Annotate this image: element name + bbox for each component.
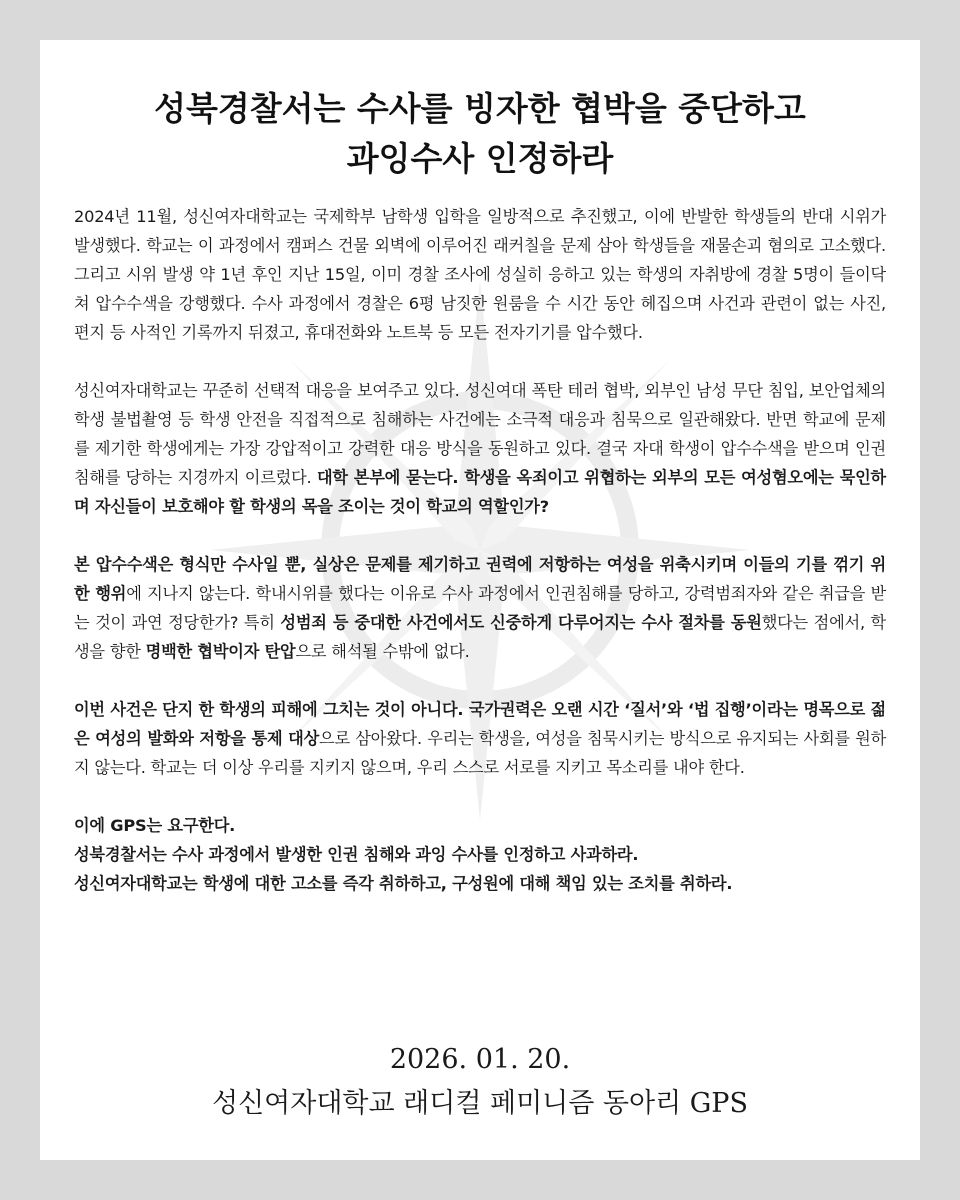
paragraph-1 [74,202,886,347]
demand-item-1: 성북경찰서는 수사 과정에서 발생한 인권 침해와 과잉 수사를 인정하고 사과하라. [74,845,639,864]
paragraph-3-bold-3: 명백한 협박이자 탄압 [145,642,296,661]
paragraph-2-bold: 대학 본부에 묻는다. 학생을 옥죄이고 위협하는 외부의 모든 여성혐오에는 묵인하며 자신들이 보호해야 할 학생의 목을 조이는 것이 학교의 역할인가? [74,468,886,516]
paragraph-4 [74,695,886,782]
paragraph-2 [74,376,886,521]
paragraph-3-normal-2: 했다는 점에서, 학생을 향한 [74,613,886,661]
statement-sheet [40,40,920,1160]
statement-date: 2026. 01. 20. [389,1044,571,1075]
paragraph-1-text: 2024년 11월, 성신여자대학교는 국제학부 남학생 입학을 일방적으로 추진했고, 이에 반발한 학생들의 반대 시위가 발생했다. 학교는 이 과정에서 캠퍼스 건물 외벽에 이루어진 래커칠을 문제 삼아 학생들을 재물손괴 혐의로 고소했다. 그리고 시위 발생 약 1년 후인 지난 15일, 이미 경찰 조사에 성실히 응하고 있는 학생의 자취방에 경찰 5명이 들이닥쳐 압수수색을 강행했다. 수사 과정에서 경찰은 6평 남짓한 원룸을 수 시간 동안 헤집으며 사건과 관련이 없는 사진, 편지 등 사적인 기록까지 뒤졌고, 휴대전화와 노트북 등 모든 전자기기를 압수했다. [74,207,886,342]
demands-block [74,811,886,898]
statement-content [74,84,886,898]
paragraph-3-bold-2: 성범죄 등 중대한 사건에서도 신중하게 다루어지는 수사 절차를 동원 [280,613,762,632]
demand-item-2: 성신여자대학교는 학생에 대한 고소를 즉각 취하하고, 구성원에 대해 책임 있는 조치를 취하라. [74,874,733,893]
paragraph-3-normal-3: 으로 해석될 수밖에 없다. [295,642,470,661]
paragraph-4-bold: 이번 사건은 단지 한 학생의 피해에 그치는 것이 아니다. 국가권력은 오랜 시간 ‘질서’와 ‘법 집행’이라는 명목으로 젊은 여성의 발화와 저항을 통제 대상 [74,700,886,748]
paragraph-3-normal-1: 에 지나지 않는다. 학내시위를 했다는 이유로 수사 과정에서 인권침해를 당하고, 강력범죄자와 같은 취급을 받는 것이 과연 정당한가? 특히 [74,584,887,632]
paragraph-3-bold-1: 본 압수수색은 형식만 수사일 뿐, 실상은 문제를 제기하고 권력에 저항하는 여성을 위축시키며 이들의 기를 꺾기 위한 행위 [74,555,886,603]
paragraph-4-normal: 으로 삼아왔다. 우리는 학생을, 여성을 침묵시키는 방식으로 유지되는 사회를 원하지 않는다. 학교는 더 이상 우리를 지키지 않으며, 우리 스스로 서로를 지키고 목소리를 내야 한다. [74,729,887,777]
signature-organization: 성신여자대학교 래디컬 페미니즘 동아리 GPS [212,1088,748,1119]
title-line-1: 성북경찰서는 수사를 빙자한 협박을 중단하고 [154,89,806,128]
page-title [74,84,886,184]
title-line-2: 과잉수사 인정하라 [346,139,614,178]
paragraph-3 [74,550,886,666]
signature-block [40,1038,920,1126]
paragraph-2-normal: 성신여자대학교는 꾸준히 선택적 대응을 보여주고 있다. 성신여대 폭탄 테러 협박, 외부인 남성 무단 침입, 보안업체의 학생 불법촬영 등 학생 안전을 직접적으로 침해하는 사건에는 소극적 대응과 침묵으로 일관해왔다. 반면 학교에 문제를 제기한 학생에게는 가장 강압적이고 강력한 대응 방식을 동원하고 있다. 결국 자대 학생이 압수수색을 받으며 인권침해를 당하는 지경까지 이르렀다. [74,381,886,487]
demands-intro: 이에 GPS는 요구한다. [74,816,236,835]
